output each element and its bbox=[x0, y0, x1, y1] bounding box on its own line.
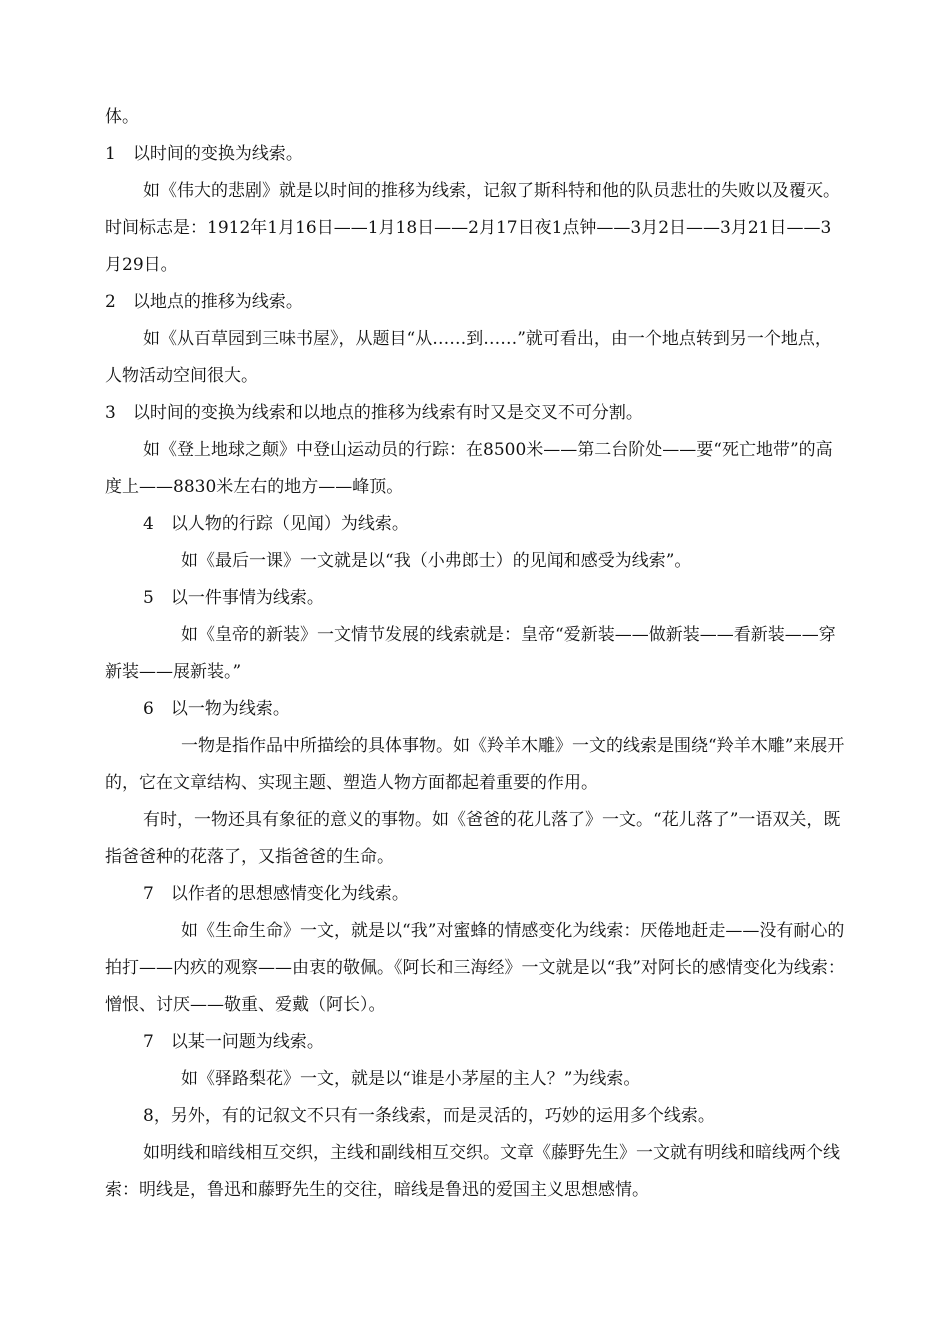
paragraph: 1 以时间的变换为线索。 bbox=[105, 144, 303, 164]
paragraph: 如明线和暗线相互交织，主线和副线相互交织。文章《藤野先生》一文就有明线和暗线两个线索：明线是，鲁迅和藤野先生的交往，暗线是鲁迅的爱国主义思想感情。 bbox=[105, 1143, 840, 1200]
paragraph: 7 以作者的思想感情变化为线索。 bbox=[143, 884, 409, 904]
paragraph: 6 以一物为线索。 bbox=[143, 699, 290, 719]
paragraph: 一物是指作品中所描绘的具体事物。如《羚羊木雕》一文的线索是围绕“羚羊木雕”来展开的，它在文章结构、实现主题、塑造人物方面都起着重要的作用。 bbox=[105, 736, 845, 793]
paragraph: 如《生命生命》一文，就是以“我”对蜜蜂的情感变化为线索：厌倦地赶走——没有耐心的拍打——内疚的观察——由衷的敬佩。《阿长和三海经》一文就是以“我”对阿长的感情变化为线索：憎恨、讨厌——敬重、爱戴（阿长）。 bbox=[105, 921, 845, 1015]
paragraph: 2 以地点的推移为线索。 bbox=[105, 292, 303, 312]
paragraph: 有时，一物还具有象征的意义的事物。如《爸爸的花儿落了》一文。“花儿落了”一语双关，既指爸爸种的花落了，又指爸爸的生命。 bbox=[105, 810, 841, 867]
paragraph: 8，另外，有的记叙文不只有一条线索，而是灵活的，巧妙的运用多个线索。 bbox=[143, 1106, 715, 1126]
paragraph: 时间标志是：1912年1月16日——1月18日——2月17日夜1点钟——3月2日——3月21日——3月29日。 bbox=[105, 218, 832, 275]
paragraph: 7 以某一问题为线索。 bbox=[143, 1032, 324, 1052]
paragraph: 如《伟大的悲剧》就是以时间的推移为线索，记叙了斯科特和他的队员悲壮的失败以及覆灭。 bbox=[143, 181, 840, 201]
paragraph: 如《驿路梨花》一文，就是以“谁是小茅屋的主人？”为线索。 bbox=[181, 1069, 641, 1089]
document-body bbox=[105, 99, 845, 1209]
paragraph: 如《皇帝的新装》一文情节发展的线索就是：皇帝“爱新装——做新装——看新装——穿新装——展新装。” bbox=[105, 625, 836, 682]
paragraph: 4 以人物的行踪（见闻）为线索。 bbox=[143, 514, 409, 534]
paragraph: 如《登上地球之颠》中登山运动员的行踪：在8500米——第二台阶处——要“死亡地带”的高度上——8830米左右的地方——峰顶。 bbox=[105, 440, 833, 497]
paragraph: 体。 bbox=[105, 107, 139, 127]
paragraph: 如《最后一课》一文就是以“我（小弗郎士）的见闻和感受为线索”。 bbox=[181, 551, 692, 571]
paragraph: 5 以一件事情为线索。 bbox=[143, 588, 324, 608]
paragraph: 3 以时间的变换为线索和以地点的推移为线索有时又是交叉不可分割。 bbox=[105, 403, 643, 423]
paragraph: 如《从百草园到三味书屋》，从题目“从……到……”就可看出，由一个地点转到另一个地点，人物活动空间很大。 bbox=[105, 329, 832, 386]
